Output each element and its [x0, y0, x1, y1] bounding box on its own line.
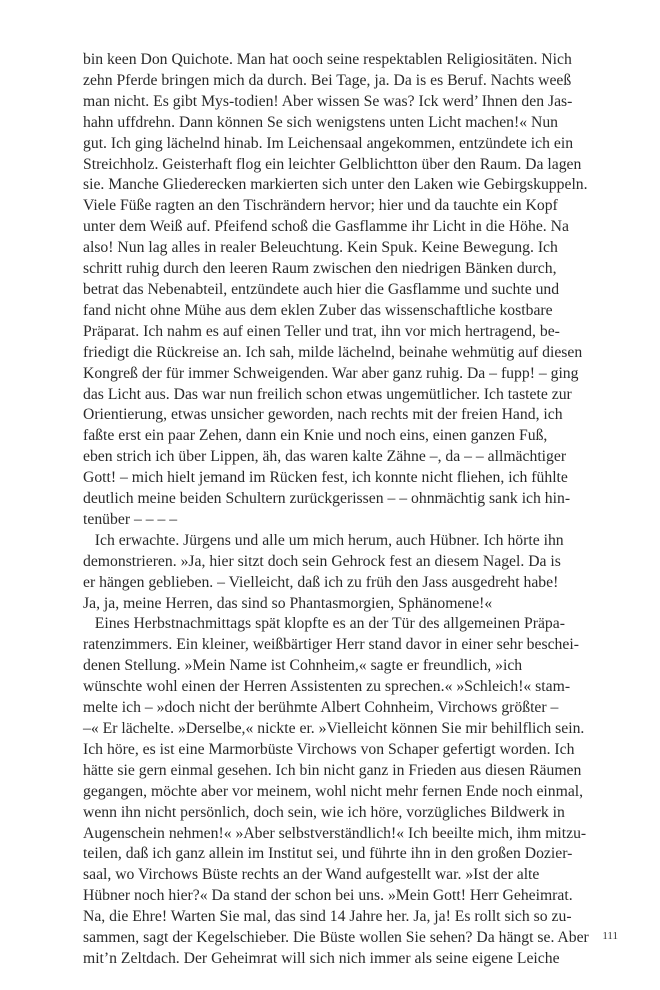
text-line: Ich erwachte. Jürgens und alle um mich herum, auch Hübner. Ich hörte ihn [83, 531, 564, 549]
text-line: man nicht. Es gibt Mys-todien! Aber wissen Se was? Ick werd’ Ihnen den Jas- [83, 92, 573, 110]
text-line: friedigt die Rückreise an. Ich sah, milde lächelnd, beinahe wehmütig auf diesen [83, 343, 583, 361]
text-line: Ich höre, es ist eine Marmorbüste Virchows von Schaper gefertigt worden. Ich [83, 740, 575, 758]
text-line: denen Stellung. »Mein Name ist Cohnheim,« sagte er freundlich, »ich [83, 657, 523, 675]
text-line: sammen, sagt der Kegelschieber. Die Büste wollen Sie sehen? Da hängt se. Aber [83, 929, 589, 947]
text-line: deutlich meine beiden Schultern zurückgerissen – – ohnmächtig sank ich hin- [83, 490, 571, 508]
text-line: Orientierung, etwas unsicher geworden, nach rechts mit der freien Hand, ich [83, 406, 563, 424]
text-line: Gott! – mich hielt jemand im Rücken fest, ich konnte nicht fliehen, ich fühlte [83, 469, 568, 487]
text-line: fand nicht ohne Mühe aus dem eklen Zuber das wissenschaftliche kostbare [83, 301, 553, 319]
text-line: hätte sie gern einmal gesehen. Ich bin nicht ganz in Frieden aus diesen Räumen [83, 761, 582, 779]
body-text [83, 50, 618, 970]
text-line: das Licht aus. Das war nun freilich schon etwas ungemütlicher. Ich tastete zur [83, 385, 572, 403]
text-line: teilen, daß ich ganz allein im Institut sei, und führte ihn in den großen Dozier- [83, 845, 573, 863]
text-line: also! Nun lag alles in realer Beleuchtung. Kein Spuk. Keine Bewegung. Ich [83, 239, 558, 257]
text-line: Na, die Ehre! Warten Sie mal, das sind 14 Jahre her. Ja, ja! Es rollt sich so zu- [83, 908, 572, 926]
text-line: ratenzimmers. Ein kleiner, weißbärtiger Herr stand davor in einer sehr beschei- [83, 636, 579, 654]
text-line: gegangen, möchte aber vor meinem, wohl nicht mehr fernen Ende noch einmal, [83, 782, 584, 800]
text-line: Augenschein nehmen!« »Aber selbstverständlich!« Ich beeilte mich, ihm mitzu- [83, 824, 587, 842]
text-line: Viele Füße ragten an den Tischrändern hervor; hier und da tauchte ein Kopf [83, 197, 558, 215]
text-line: er hängen geblieben. – Vielleicht, daß ich zu früh den Jass ausgedreht habe! [83, 573, 559, 591]
text-line: –« Er lächelte. »Derselbe,« nickte er. »Vielleicht können Sie mir behilflich sein. [83, 720, 585, 737]
text-line: schritt ruhig durch den leeren Raum zwischen den niedrigen Bänken durch, [83, 260, 557, 278]
text-line: zehn Pferde bringen mich da durch. Bei Tage, ja. Da is es Beruf. Nachts weeß [83, 71, 572, 89]
text-line: gut. Ich ging lächelnd hinab. Im Leichensaal angekommen, entzündete ich ein [83, 134, 574, 152]
text-line: bin keen Don Quichote. Man hat ooch seine respektablen Religiositäten. Nich [83, 51, 572, 68]
text-line: tenüber – – – – [83, 510, 178, 528]
text-line: sie. Manche Gliederecken markierten sich unter den Laken wie Gebirgskuppeln. [83, 176, 588, 194]
text-line: Präparat. Ich nahm es auf einen Teller und trat, ihn vor mich hertragend, be- [83, 322, 560, 340]
text-line: melte ich – »doch nicht der berühmte Albert Cohnheim, Virchows größter – [83, 699, 559, 717]
page-number: 111 [602, 930, 618, 942]
text-line: eben strich ich über Lippen, äh, das waren kalte Zähne –, da – – allmächtiger [83, 448, 567, 466]
text-line: unter dem Weiß auf. Pfeifend schoß die Gasflamme ihr Licht in die Höhe. Na [83, 218, 569, 236]
text-line: mit’n Zeltdach. Der Geheimrat will sich nich immer als seine eigene Leiche [83, 949, 560, 967]
text-line: Streichholz. Geisterhaft flog ein leichter Gelblichtton über den Raum. Da lagen [83, 155, 582, 173]
text-line: Eines Herbstnachmittags spät klopfte es an der Tür des allgemeinen Präpa- [83, 615, 565, 633]
book-page [83, 50, 618, 970]
text-line: saal, wo Virchows Büste rechts an der Wand aufgestellt war. »Ist der alte [83, 866, 540, 884]
text-line: Hübner noch hier?« Da stand der schon bei uns. »Mein Gott! Herr Geheimrat. [83, 887, 573, 905]
text-line: faßte erst ein paar Zehen, dann ein Knie und noch eins, einen ganzen Fuß, [83, 427, 548, 445]
text-line: Ja, ja, meine Herren, das sind so Phantasmorgien, Sphänomene!« [83, 594, 493, 612]
text-line: betrat das Nebenabteil, entzündete auch hier die Gasflamme und suchte und [83, 280, 560, 298]
text-line: Kongreß der für immer Schweigenden. War aber ganz ruhig. Da – fupp! – ging [83, 364, 579, 382]
text-line: wenn ihn nicht persönlich, doch sein, wie ich höre, vorzügliches Bildwerk in [83, 803, 565, 821]
text-line: demonstrieren. »Ja, hier sitzt doch sein Gehrock fest an diesem Nagel. Da is [83, 552, 561, 570]
text-line: wünschte wohl einen der Herren Assistenten zu sprechen.« »Schleich!« stam- [83, 678, 571, 696]
text-line: hahn uffdrehn. Dann können Se sich wenigstens unten Licht machen!« Nun [83, 113, 559, 131]
